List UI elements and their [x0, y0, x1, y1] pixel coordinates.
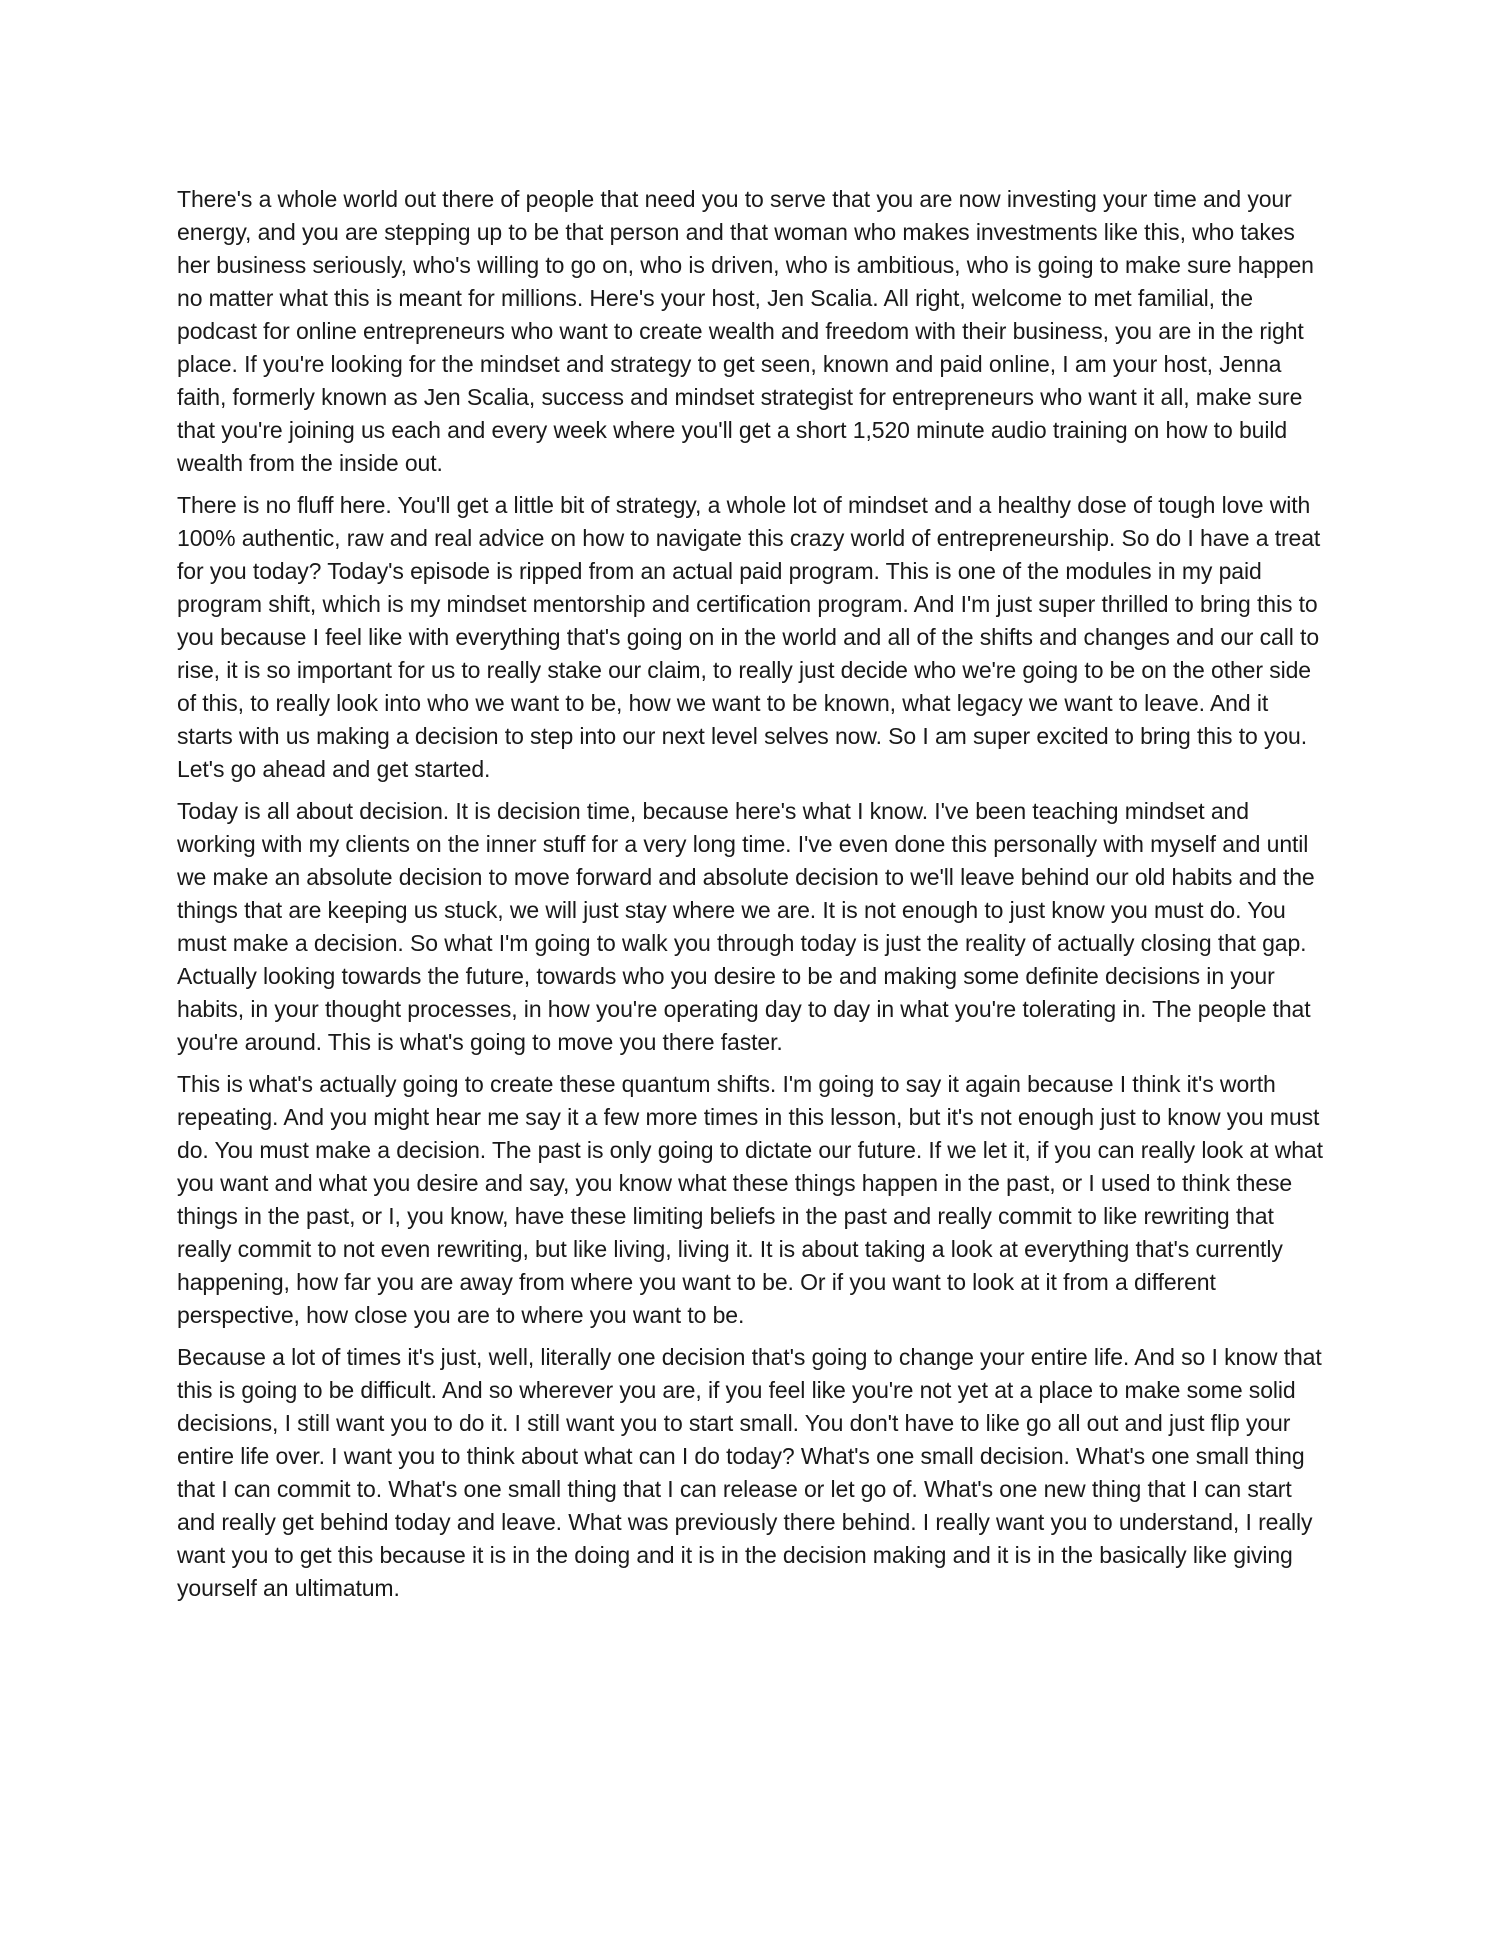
paragraph-4: This is what's actually going to create these quantum shifts. I'm going to say it again because I think it's worth repeating. And you might hear me say it a few more times in this lesson, but it's not enough just to know you must do. You must make a decision. The past is only going to dictate our future. If we let it, if you can really look at what you want and what you desire and say, you know what these things happen in the past, or I used to think these things in the past, or I, you know, have these limiting beliefs in the past and really commit to like rewriting that really commit to not even rewriting, but like living, living it. It is about taking a look at everything that's currently happening, how far you are away from where you want to be. Or if you want to look at it from a different perspective, how close you are to where you want to be. — [177, 1071, 1323, 1328]
paragraph-2: There is no fluff here. You'll get a little bit of strategy, a whole lot of mindset and a healthy dose of tough love with 100% authentic, raw and real advice on how to navigate this crazy world of entrepreneurship. So do I have a treat for you today? Today's episode is ripped from an actual paid program. This is one of the modules in my paid program shift, which is my mindset mentorship and certification program. And I'm just super thrilled to bring this to you because I feel like with everything that's going on in the world and all of the shifts and changes and our call to rise, it is so important for us to really stake our claim, to really just decide who we're going to be on the other side of this, to really look into who we want to be, how we want to be known, what legacy we want to leave. And it starts with us making a decision to step into our next level selves now. So I am super excited to bring this to you. Let's go ahead and get started. — [177, 492, 1321, 782]
paragraph-5: Because a lot of times it's just, well, literally one decision that's going to change your entire life. And so I know that this is going to be difficult. And so wherever you are, if you feel like you're not yet at a place to make some solid decisions, I still want you to do it. I still want you to start small. You don't have to like go all out and just flip your entire life over. I want you to think about what can I do today? What's one small decision. What's one small thing that I can commit to. What's one small thing that I can release or let go of. What's one new thing that I can start and really get behind today and leave. What was previously there behind. I really want you to understand, I really want you to get this because it is in the doing and it is in the decision making and it is in the basically like giving yourself an ultimatum. — [177, 1344, 1322, 1601]
transcript-body — [177, 183, 1327, 1614]
paragraph-3: Today is all about decision. It is decision time, because here's what I know. I've been teaching mindset and working with my clients on the inner stuff for a very long time. I've even done this personally with myself and until we make an absolute decision to move forward and absolute decision to we'll leave behind our old habits and the things that are keeping us stuck, we will just stay where we are. It is not enough to just know you must do. You must make a decision. So what I'm going to walk you through today is just the reality of actually closing that gap. Actually looking towards the future, towards who you desire to be and making some definite decisions in your habits, in your thought processes, in how you're operating day to day in what you're tolerating in. The people that you're around. This is what's going to move you there faster. — [177, 798, 1315, 1055]
paragraph-1: There's a whole world out there of people that need you to serve that you are now investing your time and your energy, and you are stepping up to be that person and that woman who makes investments like this, who takes her business seriously, who's willing to go on, who is driven, who is ambitious, who is going to make sure happen no matter what this is meant for millions. Here's your host, Jen Scalia. All right, welcome to met familial, the podcast for online entrepreneurs who want to create wealth and freedom with their business, you are in the right place. If you're looking for the mindset and strategy to get seen, known and paid online, I am your host, Jenna faith, formerly known as Jen Scalia, success and mindset strategist for entrepreneurs who want it all, make sure that you're joining us each and every week where you'll get a short 1,520 minute audio training on how to build wealth from the inside out. — [177, 186, 1314, 476]
